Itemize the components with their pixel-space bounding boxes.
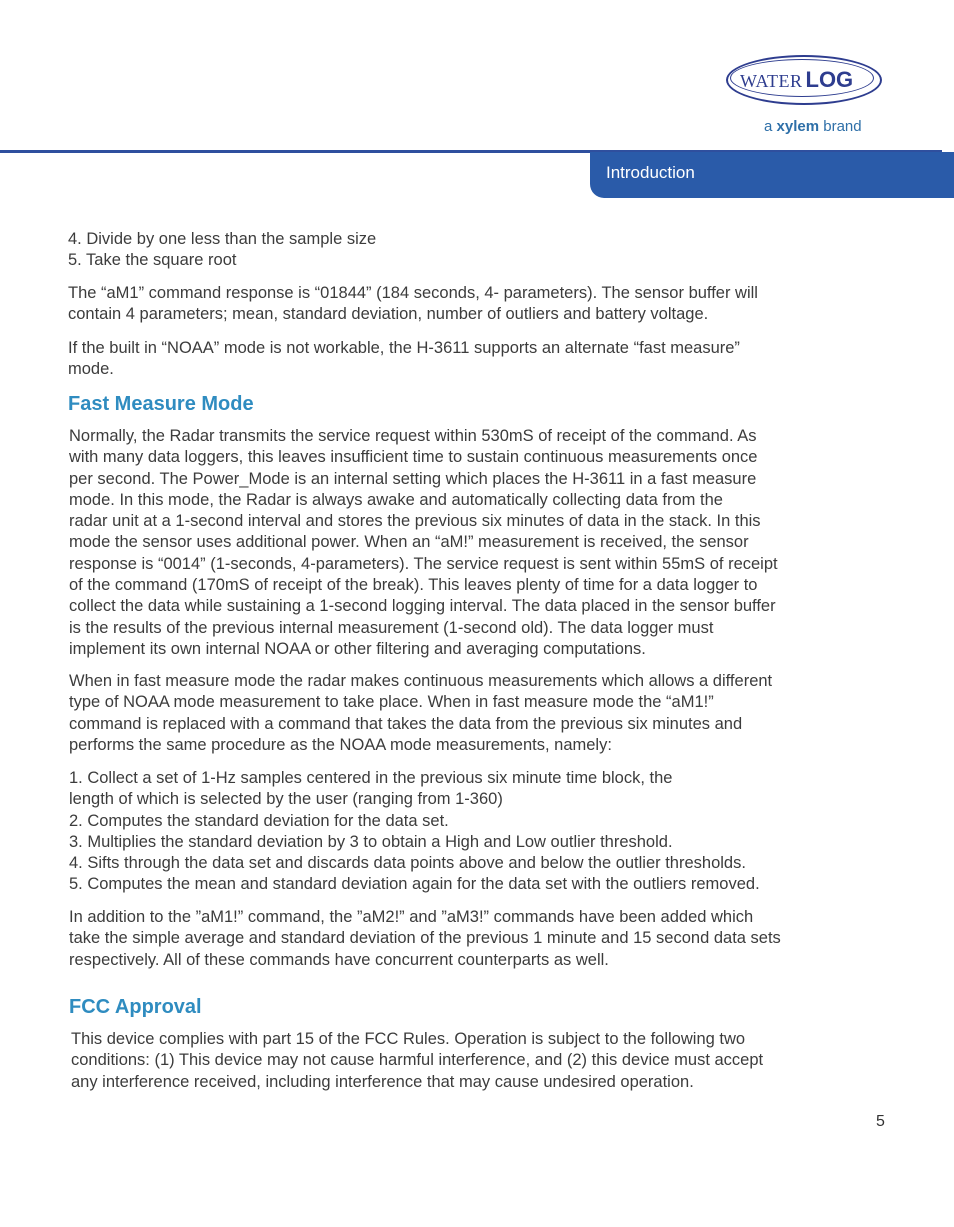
text-line: implement its own internal NOAA or other filtering and averaging computations.: [69, 639, 646, 658]
text-line: The “aM1” command response is “01844” (184 seconds, 4- parameters). The sensor buffer will: [68, 284, 758, 302]
text-line: Normally, the Radar transmits the service request within 530mS of receipt of the command. As: [69, 427, 757, 445]
list-item: 3. Multiplies the standard deviation by 3 to obtain a High and Low outlier threshold.: [69, 832, 673, 851]
list-item: 1. Collect a set of 1-Hz samples centered in the previous six minute time block, the: [69, 769, 673, 787]
paragraph-noaa: [68, 338, 740, 381]
fast-measure-steps: [69, 768, 760, 896]
fast-measure-paragraph-3: [69, 907, 781, 971]
page-number: 5: [876, 1113, 885, 1130]
text-line: contain 4 parameters; mean, standard deviation, number of outliers and battery voltage.: [68, 305, 709, 324]
text-line: performs the same procedure as the NOAA mode measurements, namely:: [69, 735, 612, 754]
text-line: with many data loggers, this leaves insufficient time to sustain continuous measurements once: [69, 448, 758, 467]
list-item: 5. Take the square root: [68, 251, 237, 270]
text-line: respectively. All of these commands have concurrent counterparts as well.: [69, 950, 609, 969]
fast-measure-paragraph-2: [69, 671, 772, 756]
text-line: If the built in “NOAA” mode is not workable, the H-3611 supports an alternate “fast measure”: [68, 339, 740, 357]
text-line: mode. In this mode, the Radar is always awake and automatically collecting data from the: [69, 490, 723, 509]
list-item: length of which is selected by the user (ranging from 1-360): [69, 790, 503, 809]
list-item: 5. Computes the mean and standard deviation again for the data set with the outliers removed.: [69, 875, 760, 894]
text-line: any interference received, including interference that may cause undesired operation.: [71, 1072, 694, 1091]
text-line: In addition to the ”aM1!” command, the ”aM2!” and ”aM3!” commands have been added which: [69, 908, 754, 926]
text-line: response is “0014” (1-seconds, 4-parameters). The service request is sent within 55mS of receipt: [69, 554, 778, 573]
text-line: per second. The Power_Mode is an internal setting which places the H-3611 in a fast measure: [69, 469, 757, 488]
text-line: mode.: [68, 360, 114, 379]
xylem-brand-tagline: [764, 118, 862, 135]
fast-measure-paragraph-1: [69, 426, 778, 660]
section-tab: Introduction: [590, 152, 954, 198]
text-line: command is replaced with a command that takes the data from the previous six minutes and: [69, 714, 743, 733]
brand-suffix: brand: [823, 118, 862, 135]
fcc-heading: FCC Approval: [69, 996, 202, 1018]
text-line: take the simple average and standard deviation of the previous 1 minute and 15 second data sets: [69, 929, 781, 948]
text-line: radar unit at a 1-second interval and stores the previous six minutes of data in the stack. In this: [69, 512, 761, 531]
text-line: of the command (170mS of receipt of the break). This leaves plenty of time for a data logger to: [69, 576, 758, 595]
list-item: 4. Sifts through the data set and discards data points above and below the outlier thresholds.: [69, 854, 746, 873]
logo-word-water: WATER: [740, 71, 803, 91]
text-line: mode the sensor uses additional power. When an “aM!” measurement is received, the sensor: [69, 533, 749, 552]
logo-word-log: LOG: [805, 67, 854, 92]
fast-measure-heading: Fast Measure Mode: [68, 393, 254, 415]
logo-wordmark: [740, 67, 870, 93]
intro-steps: [68, 229, 376, 272]
text-line: When in fast measure mode the radar makes continuous measurements which allows a different: [69, 672, 773, 690]
fcc-paragraph: [71, 1029, 763, 1093]
paragraph-am1: [68, 283, 758, 326]
text-line: This device complies with part 15 of the FCC Rules. Operation is subject to the following two: [71, 1030, 746, 1048]
list-item: 4. Divide by one less than the sample size: [68, 230, 377, 248]
text-line: is the results of the previous internal measurement (1-second old). The data logger must: [69, 618, 714, 637]
text-line: type of NOAA mode measurement to take place. When in fast measure mode the “aM1!”: [69, 693, 714, 712]
list-item: 2. Computes the standard deviation for the data set.: [69, 811, 449, 830]
text-line: collect the data while sustaining a 1-second logging interval. The data placed in the sensor buffer: [69, 597, 776, 616]
text-line: conditions: (1) This device may not cause harmful interference, and (2) this device must accept: [71, 1051, 764, 1070]
brand-prefix: a: [764, 118, 773, 135]
brand-name: xylem: [776, 118, 820, 135]
